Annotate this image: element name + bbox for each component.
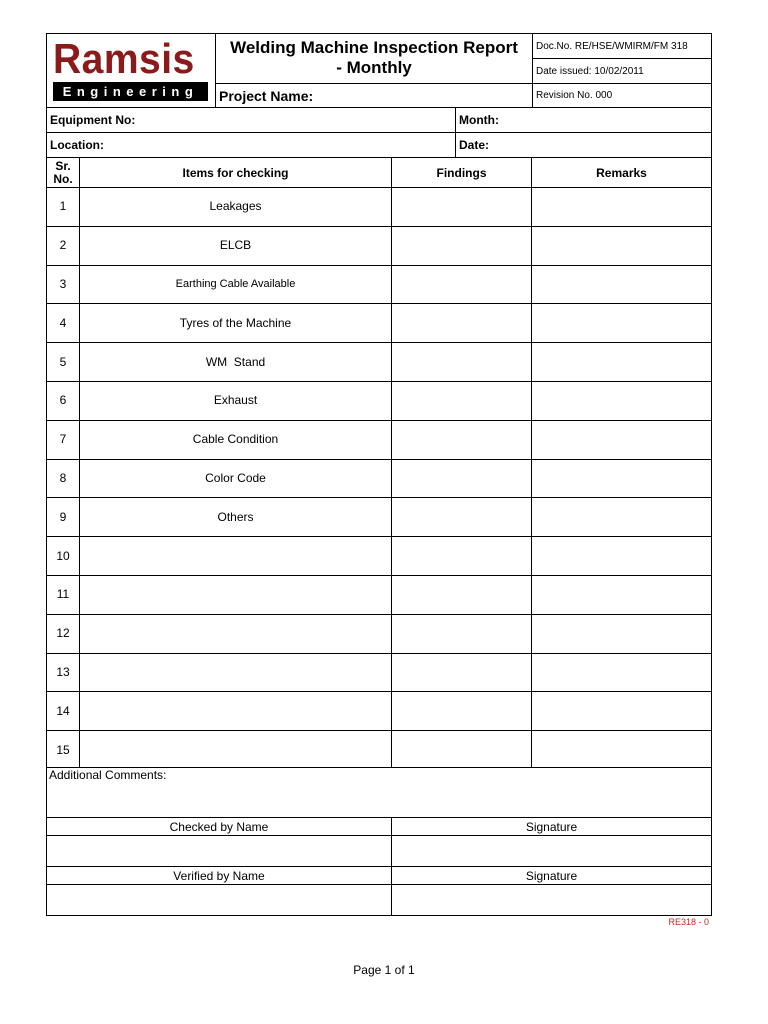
row-divider — [46, 614, 712, 615]
row-findings-cell[interactable] — [392, 575, 531, 614]
row-item: Leakages — [209, 199, 262, 214]
form-code: RE318 - 0 — [668, 917, 709, 927]
inspection-form — [46, 33, 712, 916]
checked-signature-label: Signature — [525, 819, 578, 834]
row-divider — [46, 691, 712, 692]
row-number: 8 — [59, 470, 67, 485]
checked-by-name-label: Checked by Name — [169, 819, 269, 834]
row-number: 7 — [59, 432, 67, 447]
row-findings-cell[interactable] — [392, 614, 531, 653]
row-findings-cell[interactable] — [392, 497, 531, 536]
row-item: WM Stand — [205, 354, 266, 369]
row-remarks-cell[interactable] — [532, 653, 711, 692]
row-findings-cell[interactable] — [392, 691, 531, 730]
doc-number: Doc.No. RE/HSE/WMIRM/FM 318 — [536, 40, 688, 52]
month-label: Month: — [459, 113, 499, 127]
row-findings-cell[interactable] — [392, 730, 531, 769]
equipment-no-label: Equipment No: — [50, 113, 136, 127]
row-findings-cell[interactable] — [392, 187, 531, 226]
row-number: 9 — [59, 509, 67, 524]
row-remarks-cell[interactable] — [532, 265, 711, 304]
row-remarks-cell[interactable] — [532, 730, 711, 769]
row-number: 2 — [59, 238, 67, 253]
row-divider — [46, 381, 712, 382]
row-findings-cell[interactable] — [392, 342, 531, 381]
row-item — [80, 536, 391, 575]
row-remarks-cell[interactable] — [532, 187, 711, 226]
row-item — [80, 730, 391, 769]
page-number: Page 1 of 1 — [353, 963, 415, 977]
checked-signature-field[interactable] — [392, 836, 711, 866]
row-findings-cell[interactable] — [392, 420, 531, 459]
row-item: Cable Condition — [192, 432, 279, 447]
revision-number: Revision No. 000 — [536, 90, 613, 101]
row-remarks-cell[interactable] — [532, 459, 711, 498]
row-remarks-cell[interactable] — [532, 342, 711, 381]
row-item — [80, 653, 391, 692]
company-subtitle: Engineering — [53, 82, 208, 101]
row-findings-cell[interactable] — [392, 459, 531, 498]
row-remarks-cell[interactable] — [532, 575, 711, 614]
verified-signature-label: Signature — [525, 868, 578, 883]
row-number: 4 — [59, 315, 67, 330]
row-item: Color Code — [205, 470, 266, 485]
row-divider — [46, 226, 712, 227]
row-remarks-cell[interactable] — [532, 226, 711, 265]
row-remarks-cell[interactable] — [532, 381, 711, 420]
row-remarks-cell[interactable] — [532, 536, 711, 575]
project-name-label: Project Name: — [219, 87, 314, 104]
row-divider — [46, 536, 712, 537]
row-divider — [46, 265, 712, 266]
row-number: 12 — [56, 626, 70, 641]
verified-by-name-label: Verified by Name — [173, 868, 265, 883]
row-divider — [46, 653, 712, 654]
row-item: Earthing Cable Available — [175, 277, 296, 290]
row-item — [80, 614, 391, 653]
row-findings-cell[interactable] — [392, 381, 531, 420]
row-number: 5 — [59, 354, 67, 369]
row-divider — [46, 730, 712, 731]
row-item: ELCB — [219, 238, 252, 253]
row-findings-cell[interactable] — [392, 303, 531, 342]
row-number: 15 — [56, 742, 70, 757]
col-header-findings: Findings — [436, 165, 487, 180]
additional-comments-label: Additional Comments: — [49, 768, 167, 782]
row-item: Tyres of the Machine — [179, 315, 292, 330]
col-header-sr-no: Sr. No. — [53, 158, 73, 186]
row-findings-cell[interactable] — [392, 265, 531, 304]
verified-signature-field[interactable] — [392, 885, 711, 915]
row-item: Others — [217, 509, 254, 524]
report-title: Welding Machine Inspection Report - Monthly — [230, 38, 518, 77]
row-divider — [46, 497, 712, 498]
row-findings-cell[interactable] — [392, 653, 531, 692]
row-number: 11 — [56, 587, 70, 602]
row-findings-cell[interactable] — [392, 536, 531, 575]
location-label: Location: — [50, 138, 104, 152]
row-divider — [46, 420, 712, 421]
checked-by-name-field[interactable] — [47, 836, 391, 866]
row-number: 1 — [59, 199, 67, 214]
company-name: Ramsis — [53, 35, 195, 82]
col-header-remarks: Remarks — [596, 165, 647, 180]
row-number: 14 — [56, 703, 70, 718]
row-remarks-cell[interactable] — [532, 420, 711, 459]
row-divider — [46, 342, 712, 343]
row-item — [80, 691, 391, 730]
row-item — [80, 575, 391, 614]
row-number: 10 — [56, 548, 70, 563]
col-header-items: Items for checking — [182, 165, 289, 180]
row-item: Exhaust — [213, 393, 258, 408]
row-remarks-cell[interactable] — [532, 614, 711, 653]
date-issued: Date issued: 10/02/2011 — [536, 65, 644, 77]
row-remarks-cell[interactable] — [532, 303, 711, 342]
row-divider — [46, 303, 712, 304]
row-remarks-cell[interactable] — [532, 691, 711, 730]
row-number: 6 — [59, 393, 67, 408]
row-remarks-cell[interactable] — [532, 497, 711, 536]
row-divider — [46, 575, 712, 576]
date-label: Date: — [459, 138, 490, 152]
verified-by-name-field[interactable] — [47, 885, 391, 915]
row-number: 3 — [59, 276, 67, 291]
row-divider — [46, 459, 712, 460]
row-findings-cell[interactable] — [392, 226, 531, 265]
row-number: 13 — [56, 664, 70, 679]
